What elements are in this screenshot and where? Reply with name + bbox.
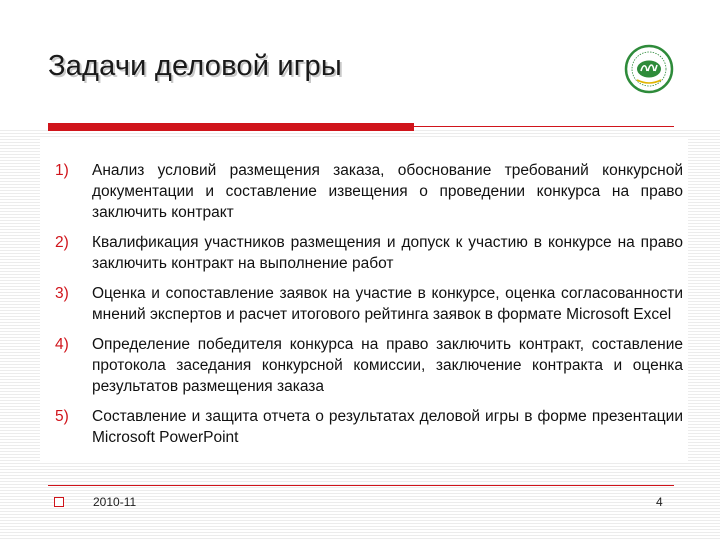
title-red-line (414, 126, 674, 127)
list-item (55, 232, 683, 274)
item-number: 1) (55, 162, 69, 179)
square-bullet-icon (54, 497, 64, 507)
list-item (55, 160, 683, 223)
task-list (55, 160, 683, 457)
item-number: 2) (55, 234, 69, 251)
item-text: Составление и защита отчета о результатах деловой игры в форме презентации Microsoft PowerPoint (92, 408, 683, 446)
item-text: Анализ условий размещения заказа, обоснование требований конкурсной документации и составление извещения о проведении конкурса на право заключить контракт (92, 162, 683, 221)
item-text: Квалификация участников размещения и допуск к участию в конкурсе на право заключить контракт на выполнение работ (92, 234, 683, 272)
item-number: 3) (55, 285, 69, 302)
item-number: 5) (55, 408, 69, 425)
slide-title: Задачи деловой игры (48, 50, 342, 82)
page-number: 4 (656, 495, 663, 509)
list-item (55, 334, 683, 397)
list-item (55, 406, 683, 448)
item-number: 4) (55, 336, 69, 353)
item-text: Определение победителя конкурса на право заключить контракт, составление протокола заседания конкурсной комиссии, заключение контракта и оценка результатов размещения заказа (92, 336, 683, 395)
university-logo-icon (624, 44, 674, 94)
footer-date: 2010-11 (93, 495, 137, 509)
footer-rule (48, 485, 674, 486)
item-text: Оценка и сопоставление заявок на участие в конкурсе, оценка согласованности мнений экспертов и расчет итогового рейтинга заявок в формате Microsoft Excel (92, 285, 683, 323)
list-item (55, 283, 683, 325)
title-red-bar (48, 123, 414, 131)
